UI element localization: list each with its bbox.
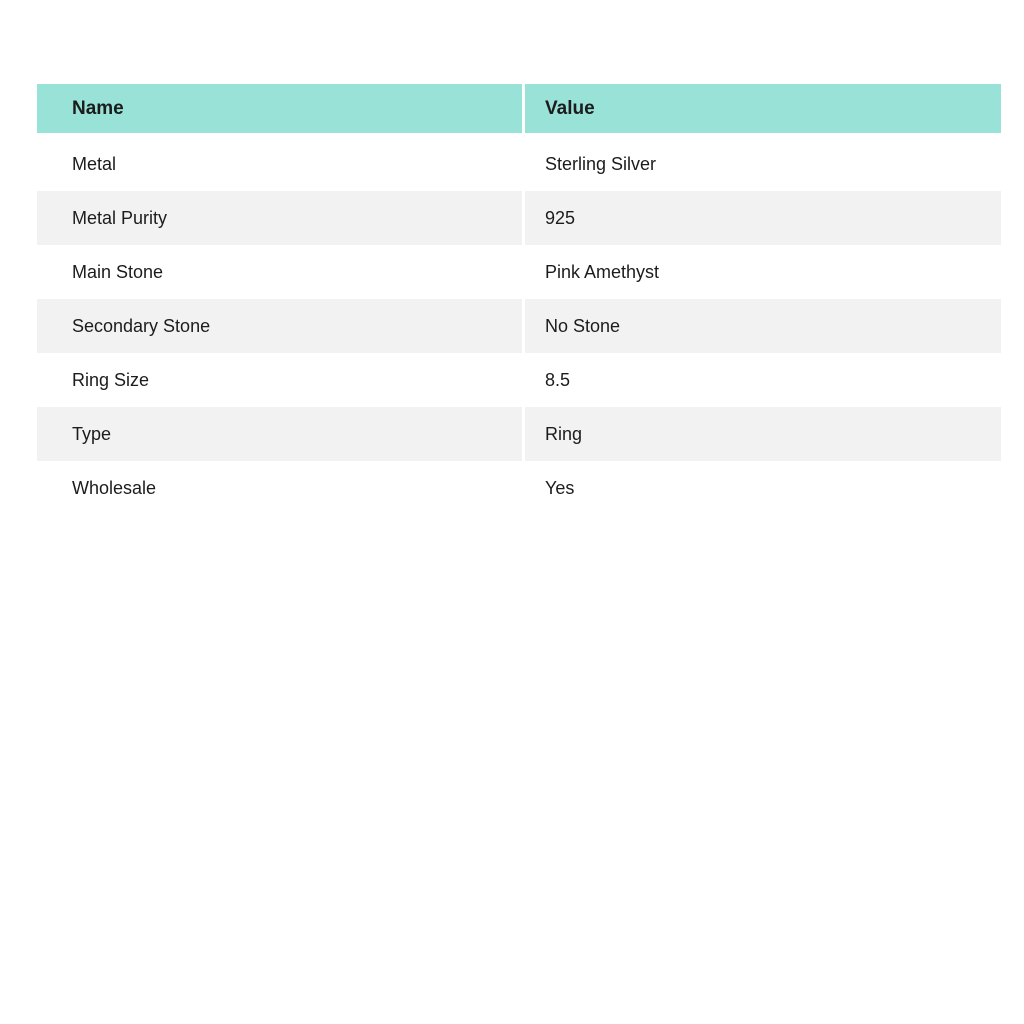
- table-row: [37, 461, 1001, 515]
- table-header-row: [37, 84, 1001, 133]
- attribute-name-cell: Secondary Stone: [37, 299, 522, 353]
- attribute-value-cell: 925: [525, 191, 1001, 245]
- table-row: [37, 245, 1001, 299]
- attribute-name-cell: Type: [37, 407, 522, 461]
- attribute-name-cell: Ring Size: [37, 353, 522, 407]
- table-row: [37, 299, 1001, 353]
- table-row: [37, 191, 1001, 245]
- table-row: [37, 353, 1001, 407]
- attribute-name-cell: Main Stone: [37, 245, 522, 299]
- table-row: [37, 137, 1001, 191]
- table-row: [37, 407, 1001, 461]
- attribute-name-cell: Metal Purity: [37, 191, 522, 245]
- attribute-name-cell: Wholesale: [37, 461, 522, 515]
- table-body: [37, 137, 1001, 515]
- attribute-value-cell: Pink Amethyst: [525, 245, 1001, 299]
- attribute-value-cell: Yes: [525, 461, 1001, 515]
- attribute-value-cell: Ring: [525, 407, 1001, 461]
- attribute-value-cell: No Stone: [525, 299, 1001, 353]
- attributes-table: [37, 84, 1001, 515]
- column-header-value: Value: [525, 84, 1001, 133]
- attribute-name-cell: Metal: [37, 137, 522, 191]
- attribute-value-cell: 8.5: [525, 353, 1001, 407]
- column-header-name: Name: [37, 84, 522, 133]
- attribute-value-cell: Sterling Silver: [525, 137, 1001, 191]
